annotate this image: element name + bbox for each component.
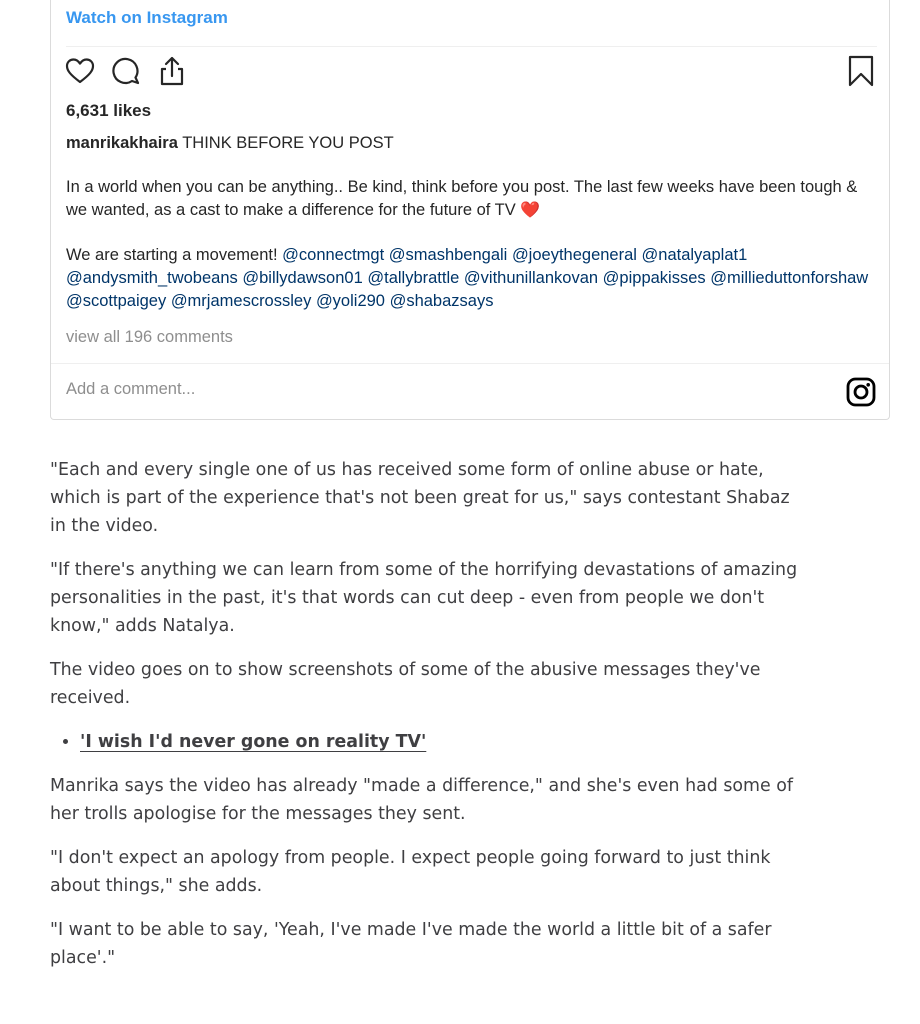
mention-link[interactable]: @vithunillankovan xyxy=(463,269,599,287)
caption-paragraph xyxy=(66,244,871,313)
mention-link[interactable]: @smashbengali xyxy=(388,246,508,264)
mention-link[interactable]: @joeythegeneral xyxy=(511,246,637,264)
article-paragraph: Manrika says the video has already "made a difference," and she's even had some of her trolls apologise for the messages they sent. xyxy=(50,776,793,824)
mention-link[interactable]: @andysmith_twobeans xyxy=(66,269,238,287)
article-paragraph: "I don't expect an apology from people. I expect people going forward to just think about things," she adds. xyxy=(50,848,771,896)
heart-emoji: ❤️ xyxy=(520,202,541,219)
related-story-link[interactable]: 'I wish I'd never gone on reality TV' xyxy=(80,732,427,752)
article-paragraph: "Each and every single one of us has received some form of online abuse or hate, which is part of the experience that's not been great for us," says contestant Shabaz in the video. xyxy=(50,460,790,536)
article-paragraph: "If there's anything we can learn from some of the horrifying devastations of amazing personalities in the past, it's that words can cut deep - even from people we don't know," adds Natalya. xyxy=(50,560,798,636)
caption-text: In a world when you can be anything.. Be kind, think before you post. The last few weeks have been tough & we wanted, as a cast to make a difference for the future of TV xyxy=(66,178,858,219)
caption-title: THINK BEFORE YOU POST xyxy=(182,134,394,152)
username[interactable]: manrikakhaira xyxy=(66,134,178,152)
mention-link[interactable]: @mrjamescrossley xyxy=(170,292,312,310)
watch-on-instagram-link[interactable]: Watch on Instagram xyxy=(66,8,228,27)
share-icon[interactable] xyxy=(156,55,188,89)
caption-paragraph xyxy=(66,176,871,222)
instagram-embed xyxy=(50,0,890,420)
caption-body xyxy=(66,176,871,313)
mention-link[interactable]: @natalyaplat1 xyxy=(641,246,748,264)
mention-link[interactable]: @yoli290 xyxy=(315,292,385,310)
comment-icon[interactable] xyxy=(110,55,142,89)
instagram-icon[interactable] xyxy=(845,376,877,408)
mention-link[interactable]: @pippakisses xyxy=(602,269,706,287)
comment-input[interactable] xyxy=(66,380,766,399)
article-paragraph: "I want to be able to say, 'Yeah, I've made I've made the world a little bit of a safer place'." xyxy=(50,920,772,968)
view-all-comments-link[interactable]: view all 196 comments xyxy=(66,328,233,346)
list-item xyxy=(80,728,810,756)
article-paragraph: The video goes on to show screenshots of some of the abusive messages they've received. xyxy=(50,660,761,708)
caption-header xyxy=(66,132,866,154)
mention-link[interactable]: @millieduttonforshaw xyxy=(710,269,869,287)
mention-link[interactable]: @scottpaigey xyxy=(66,292,167,310)
related-links xyxy=(50,728,810,756)
divider xyxy=(51,363,889,364)
bookmark-icon[interactable] xyxy=(845,55,877,89)
heart-icon[interactable] xyxy=(64,55,96,89)
article-body xyxy=(50,456,810,988)
mention-link[interactable]: @tallybrattle xyxy=(367,269,460,287)
divider xyxy=(66,46,877,47)
post-actions xyxy=(64,55,877,89)
mention-link[interactable]: @shabazsays xyxy=(389,292,494,310)
mention-link[interactable]: @billydawson01 xyxy=(242,269,363,287)
likes-count: 6,631 likes xyxy=(66,101,152,120)
mention-link[interactable]: @connectmgt xyxy=(282,246,385,264)
caption-text: We are starting a movement! xyxy=(66,246,278,264)
